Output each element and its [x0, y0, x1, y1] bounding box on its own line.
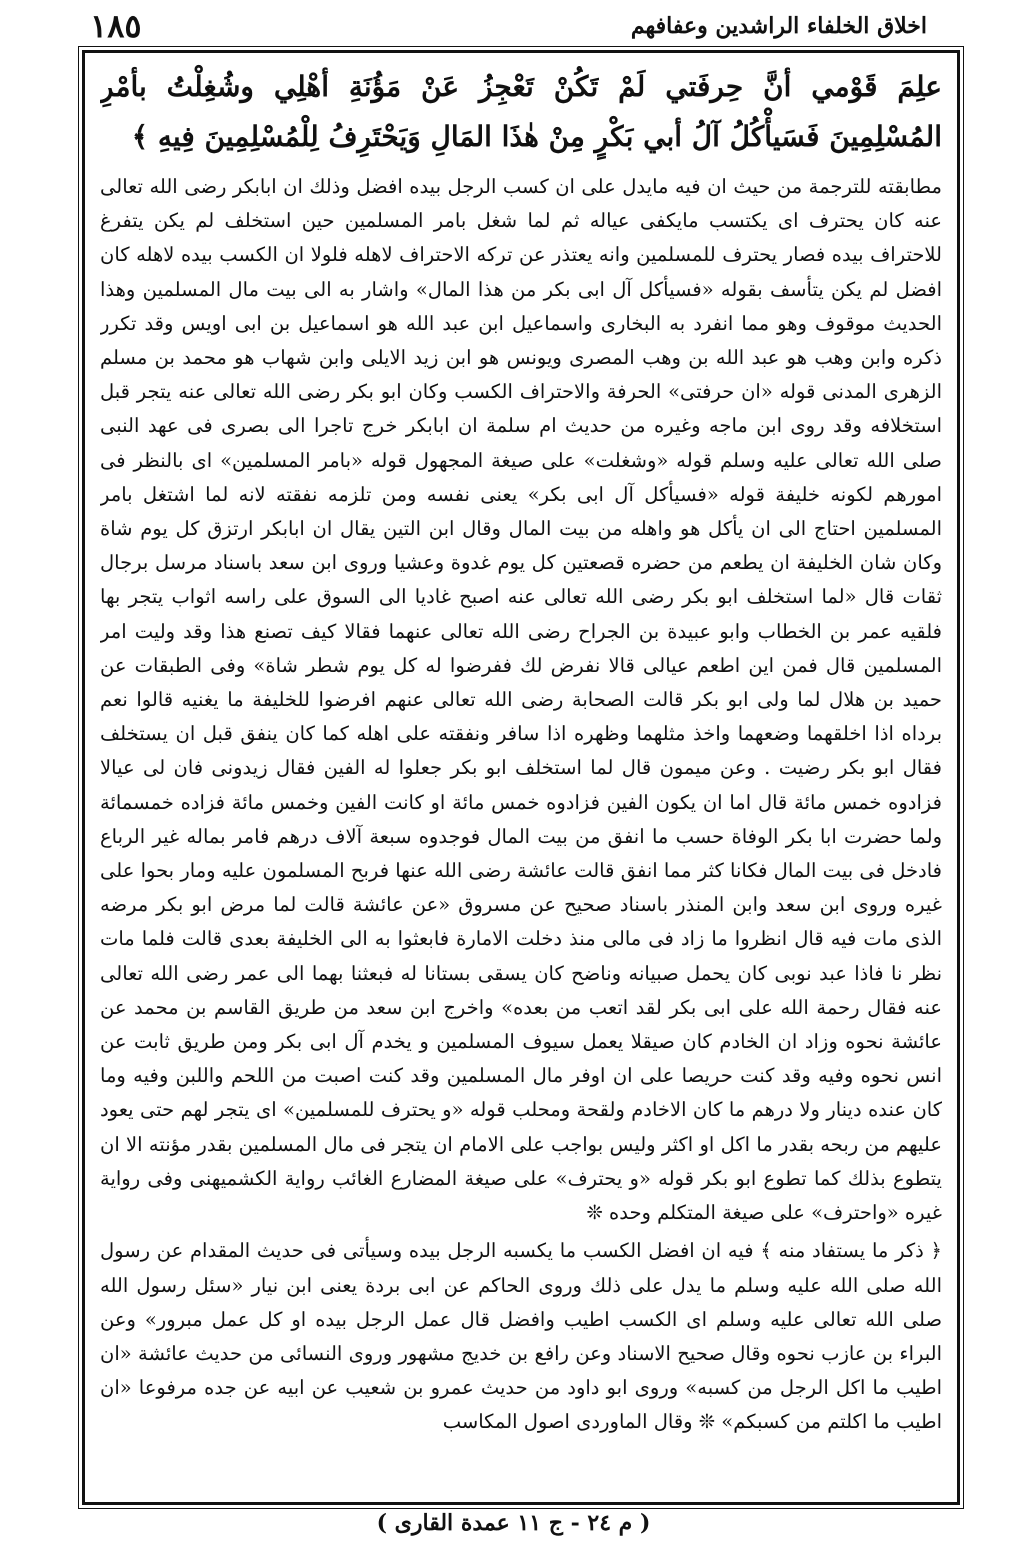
- running-title: اخلاق الخلفاء الراشدين وعفافهم: [630, 13, 927, 39]
- page-number: ١٨٥: [90, 7, 142, 45]
- page-footer: ( م ٢٤ - ج ١١ عمدة القارى ): [376, 1510, 651, 1536]
- hadith-text: علِمَ قَوْمي أنَّ حِرفَتي لَمْ تَكُنْ تَعْجِزُ عَنْ مَؤُنَةِ أهْلِي وشُغِلْتُ بأمْرِ المُسْلِمِينَ فَسَيأْكُلُ آلُ أبي بَكْرٍ مِنْ هٰذَا المَالِ وَيَحْتَرِفُ لِلْمُسْلِمِينَ فِيهِ ﴾: [100, 70, 942, 153]
- page-header: [90, 6, 967, 46]
- commentary-paragraph: ﴿ ذكر ما يستفاد منه ﴾ فيه ان افضل الكسب ما يكسبه الرجل بيده وسيأتى فى حديث المقدام عن رسول الله صلى الله عليه وسلم ما يدل على ذلك وروى الحاكم عن ابى بردة يعنى ابن نيار «سئل رسول الله صلى الله تعالى عليه وسلم اى الكسب اطيب وافضل قال عمل الرجل بيده او كل عمل مبرور» وعن البراء بن عازب نحوه وقال صحيح الاسناد وعن رافع بن خديج مشهور وروى النسائى من حديث عائشة «ان اطيب ما اكل الرجل من كسبه» وروى ابو داود من حديث عمرو بن شعيب عن ابيه عن جده مرفوعا «ان اطيب ما اكلتم من كسبكم» ❊ وقال الماوردى اصول المكاسب: [100, 1239, 942, 1434]
- page-body: [100, 58, 942, 1498]
- commentary-paragraph: مطابقته للترجمة من حيث ان فيه مايدل على ان كسب الرجل بيده افضل وذلك ان ابابكر رضى الله تعالى عنه كان يحترف اى يكتسب مايكفى عياله ثم لما شغل بامر المسلمين حين استخلف لم يكن يتفرغ للاحتراف بيده فصار يحترف للمسلمين وانه يعتذر عن تركه الاحتراف لاهله فلولا ان الكسب بيده لاهله كان افضل لم يكن يتأسف بقوله «فسيأكل آل ابى بكر من هذا المال» واشار به الى بيت مال المسلمين وهذا الحديث موقوف وهو مما انفرد به البخارى واسماعيل ابن عبد الله هو اسماعيل بن ابى اويس وقد تكرر ذكره وابن وهب هو عبد الله بن وهب المصرى ويونس هو ابن زيد الايلى وابن شهاب هو محمد بن مسلم الزهرى المدنى قوله «ان حرفتى» الحرفة والاحتراف الكسب وكان ابو بكر رضى الله تعالى عنه يتجر قبل استخلافه وقد روى ابن ماجه وغيره من حديث ام سلمة ان ابابكر خرج تاجرا الى بصرى فى عهد النبى صلى الله تعالى عليه وسلم قوله «وشغلت» على صيغة المجهول قوله «بامر المسلمين» اى بالنظر فى امورهم لكونه خليفة قوله «فسيأكل آل ابى بكر» يعنى نفسه ومن تلزمه نفقته لانه لما اشتغل بامر المسلمين احتاج الى ان يأكل هو واهله من بيت المال وقال ابن التين يقال ان ابابكر ارتزق كل يوم شاة وكان شان الخليفة ان يطعم من حضره قصعتين كل يوم غدوة وعشيا وروى ابن سعد باسناد مرسل برجال ثقات قال «لما استخلف ابو بكر رضى الله تعالى عنه اصبح غاديا الى السوق على راسه اثواب يتجر بها فلقيه عمر بن الخطاب وابو عبيدة بن الجراح رضى الله تعالى عنهما فقالا كيف تصنع هذا وقد وليت امر المسلمين قال فمن اين اطعم عيالى قالا نفرض لك ففرضوا له كل يوم شطر شاة» وفى الطبقات عن حميد بن هلال لما ولى ابو بكر قالت الصحابة رضى الله تعالى عنهم افرضوا للخليفة ما يغنيه قالوا نعم برداه اذا اخلقهما وضعهما واخذ مثلهما وظهره اذا سافر ونفقته على اهله كما كان ينفق قبل ان يستخلف فقال ابو بكر رضيت . وعن ميمون قال لما استخلف ابو بكر جعلوا له الفين فقال زيدونى فان لى عيالا فزادوه خمس مائة قال اما ان يكون الفين فزادوه خمس مائة او كانت الفين وخمس مائة فزاده خمسمائة ولما حضرت ابا بكر الوفاة حسب ما انفق من بيت المال فوجدوه سبعة آلاف درهم فامر بماله غير الرباع فادخل فى بيت المال فكانا كثر مما انفق قالت عائشة رضى الله عنها فربح المسلمون عليه ومار بحوا على غيره وروى ابن سعد وابن المنذر باسناد صحيح عن مسروق «عن عائشة قالت لما مرض ابو بكر مرضه الذى مات فيه قال انظروا ما زاد فى مالى منذ دخلت الامارة فابعثوا به الى الخليفة بعدى قالت فلما مات نظر نا فاذا عبد نوبى كان يحمل صبيانه وناضح كان يسقى بستانا له فبعثنا بهما الى عمر رضى الله تعالى عنه فقال رحمة الله على ابى بكر لقد اتعب من بعده» واخرج ابن سعد من طريق القاسم بن محمد عن عائشة نحوه وزاد ان الخادم كان صيقلا يعمل سيوف المسلمين و يخدم آل ابى بكر ومن طريق ثابت عن انس نحوه وفيه وقد كنت حريصا على ان اوفر مال المسلمين وقد كنت اصبت من اللحم واللبن وفيه وما كان عنده دينار ولا درهم ما كان الاخادم ولقحة ومحلب قوله «و يحترف للمسلمين» اى يتجر لهم حتى يعود عليهم من ربحه بقدر ما اكل او اكثر وليس بواجب على الامام ان يتجر فى مال المسلمين بقدر مؤنته الا ان يتطوع بذلك كما تطوع ابو بكر قوله «و يحترف» على صيغة المضارع الغائب رواية الكشميهنى وفى رواية غيره «واحترف» على صيغة المتكلم وحده ❊: [100, 175, 942, 1225]
